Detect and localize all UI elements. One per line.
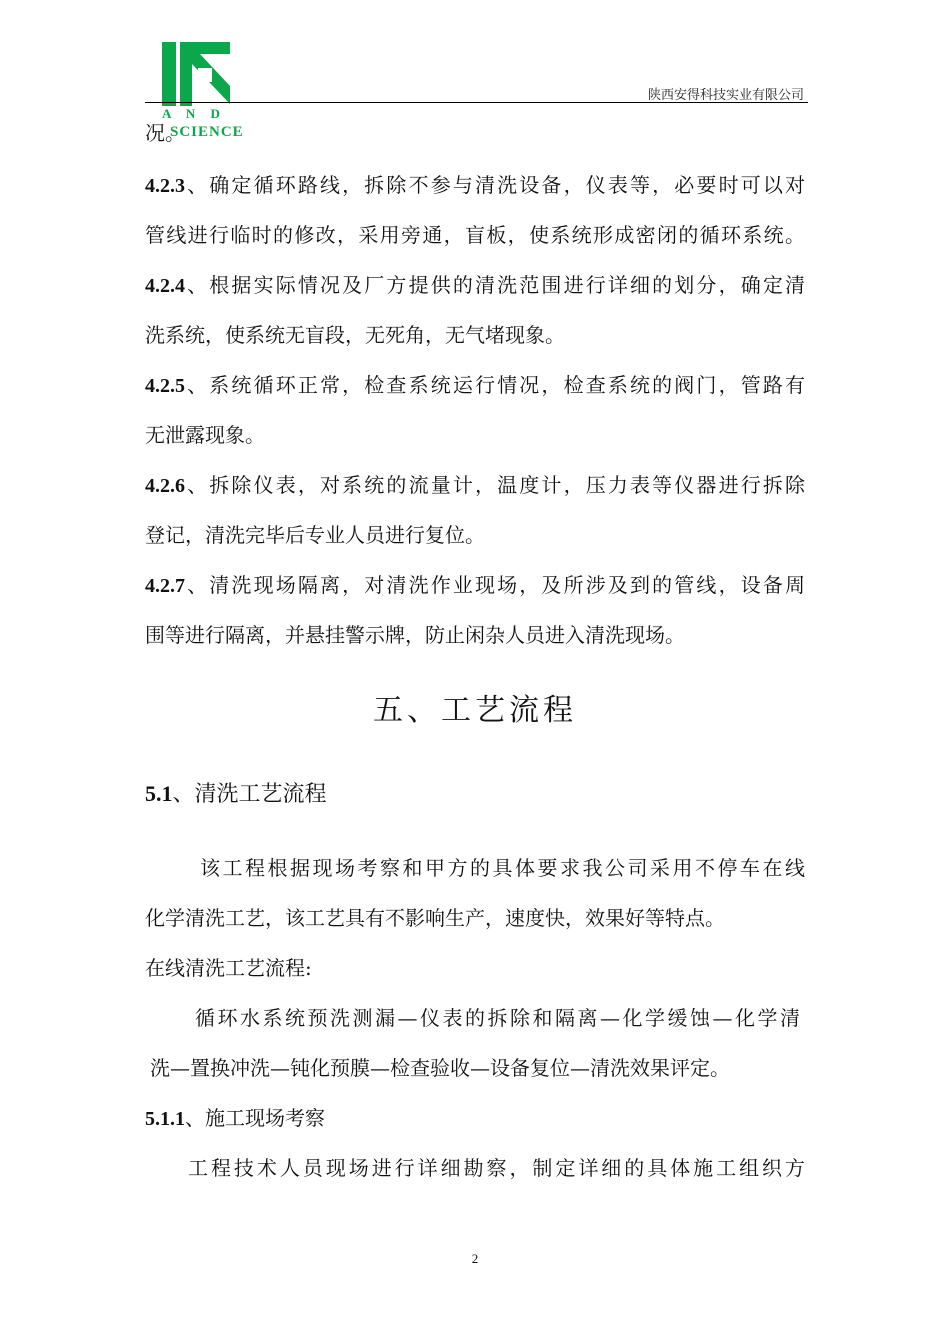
section-number: 4.2.6 xyxy=(145,475,185,497)
para-4-2-4-line1 xyxy=(145,272,805,299)
flow-line1: 循环水系统预洗测漏—仪表的拆除和隔离—化学缓蚀—化学清 xyxy=(195,1006,800,1030)
para-text: 、清洗现场隔离，对清洗作业现场，及所涉及到的管线，设备周 xyxy=(185,573,805,597)
intro-line2: 化学清洗工艺，该工艺具有不影响生产，速度快，效果好等特点。 xyxy=(145,906,725,930)
logo-letters: A N D xyxy=(162,106,226,121)
section-number: 4.2.5 xyxy=(145,375,185,397)
para-4-2-6-line1 xyxy=(145,472,805,499)
logo-science: SCIENCE xyxy=(170,124,244,140)
para-text: 、拆除仪表，对系统的流量计，温度计，压力表等仪器进行拆除 xyxy=(185,473,805,497)
section-number: 5.1.1 xyxy=(145,1108,185,1130)
subsection-5-1-title xyxy=(145,781,327,808)
para-4-2-6-line2: 登记，清洗完毕后专业人员进行复位。 xyxy=(145,523,485,547)
para-text: 、确定循环路线，拆除不参与清洗设备，仪表等，必要时可以对 xyxy=(185,173,805,197)
intro-line1: 该工程根据现场考察和甲方的具体要求我公司采用不停车在线 xyxy=(200,856,805,880)
header-rule xyxy=(145,102,808,103)
subsection-text: 、施工现场考察 xyxy=(185,1106,325,1130)
section-number: 4.2.7 xyxy=(145,575,185,597)
para-text: 、根据实际情况及厂方提供的清洗范围进行详细的划分，确定清 xyxy=(185,273,805,297)
para-4-2-4-line2: 洗系统，使系统无盲段，无死角，无气堵现象。 xyxy=(145,323,565,347)
flow-line2: 洗—置换冲洗—钝化预膜—检查验收—设备复位—清洗效果评定。 xyxy=(150,1056,730,1080)
para-4-2-7-line2: 围等进行隔离，并悬挂警示牌，防止闲杂人员进入清洗现场。 xyxy=(145,623,685,647)
para-4-2-5-line2: 无泄露现象。 xyxy=(145,423,265,447)
section-number: 4.2.4 xyxy=(145,275,185,297)
para-4-2-7-line1 xyxy=(145,572,805,599)
section-number: 5.1 xyxy=(145,781,173,806)
para-4-2-3-line2: 管线进行临时的修改，采用旁通，盲板，使系统形成密闭的循环系统。 xyxy=(145,223,805,247)
last-body-line: 工程技术人员现场进行详细勘察，制定详细的具体施工组织方 xyxy=(188,1156,805,1180)
subsection-text: 、清洗工艺流程 xyxy=(172,782,327,807)
section-number: 4.2.3 xyxy=(145,175,185,197)
carry-over-text: 况。 xyxy=(145,121,185,145)
page-number: 2 xyxy=(471,1251,479,1266)
para-4-2-5-line1 xyxy=(145,372,805,399)
subsection-5-1-1-title xyxy=(145,1105,325,1132)
flow-label: 在线清洗工艺流程: xyxy=(145,956,312,980)
para-4-2-3-line1 xyxy=(145,172,805,199)
company-name: 陕西安得科技实业有限公司 xyxy=(647,88,804,103)
section-heading: 五、工艺流程 xyxy=(373,693,577,728)
para-text: 、系统循环正常，检查系统运行情况，检查系统的阀门，管路有 xyxy=(185,373,805,397)
